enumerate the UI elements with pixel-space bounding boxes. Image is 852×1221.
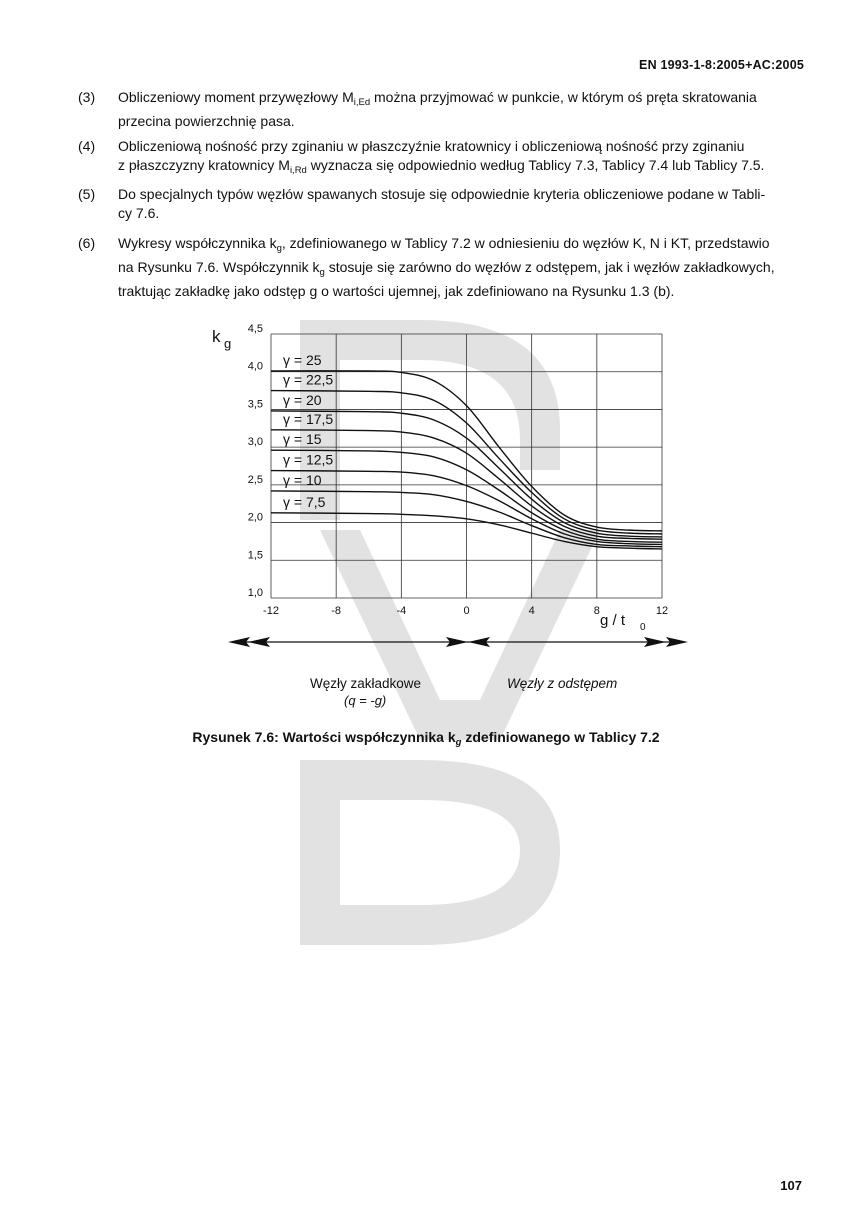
series-label: γ = 22,5 (283, 371, 334, 388)
x-tick-label: 12 (655, 605, 669, 617)
x-tick-label: 0 (463, 605, 470, 617)
series-label: γ = 25 (283, 351, 322, 368)
series-label: γ = 12,5 (283, 451, 334, 468)
figure-caption: Rysunek 7.6: Wartości współczynnika $k_g$ zdefiniowanego w Tablicy 7.2 (192, 729, 660, 748)
paragraph-text: Obliczeniowy moment przywęzłowy $M_{i,Ed}$ można przyjmować w punkcie, w którym oś pręta skratowania przecina powierzchnię pasa. (118, 89, 757, 129)
y-axis-label-subscript: g (224, 336, 232, 351)
lap-joints-label: Węzły zakładkowe (310, 676, 422, 691)
paragraph-number: (3) (78, 89, 96, 105)
page-number: 107 (780, 1178, 802, 1193)
y-tick-label: 3,5 (247, 398, 263, 411)
paragraph-number: (6) (78, 235, 96, 251)
y-tick-label: 1,0 (247, 587, 263, 599)
y-tick-label: 4,0 (247, 360, 263, 373)
x-axis-label-subscript: 0 (640, 622, 646, 633)
paragraph-number: (5) (78, 186, 96, 202)
series-label: γ = 20 (283, 391, 322, 408)
x-axis-label: g / t (600, 612, 626, 629)
x-tick-label: 4 (528, 605, 535, 617)
y-tick-label: 3,0 (247, 436, 263, 449)
x-tick-label: -8 (331, 605, 342, 617)
x-tick-label: 8 (593, 605, 600, 617)
y-tick-label: 2,5 (247, 473, 263, 486)
series-label: γ = 10 (283, 471, 322, 488)
y-tick-label: 2,0 (247, 511, 263, 524)
paragraph-number: (4) (78, 138, 96, 154)
series-label: γ = 15 (283, 431, 322, 448)
paragraph-text: Obliczeniową nośność przy zginaniu w płaszczyźnie kratownicy i obliczeniową nośność przy zginaniu z płaszczyzny kratownicy $M_{i,Rd}$ wyznacza się odpowiednio według Tablicy 7.3, Tablicy 7.4 lub Tablicy 7.5. (118, 138, 765, 176)
lap-joints-sublabel: (q = -g) (344, 693, 387, 708)
paragraph-text: Do specjalnych typów węzłów spawanych stosuje się odpowiednie kryteria obliczeniowe podane w Tabli- cy 7.6. (118, 186, 766, 221)
y-axis-label: k (212, 327, 221, 346)
series-label: γ = 17,5 (283, 410, 334, 427)
x-tick-label: -4 (396, 605, 407, 617)
y-tick-label: 1,5 (247, 549, 263, 562)
paragraph-text: Wykresy współczynnika $k_g$, zdefiniowanego w Tablicy 7.2 w odniesieniu do węzłów K, N i KT, przedstawio na Rysunku 7.6. Współczynnik $k_g$ stosuje się zarówno do węzłów z odstępem, jak i węzłów zakładkowych, traktując zakładkę jako odstęp g o wartości ujemnej, jak zdefiniowano na Rysunku 1.3 (b). (118, 235, 775, 299)
gap-joints-label: Węzły z odstępem (507, 676, 618, 691)
series-label: γ = 7,5 (283, 493, 326, 510)
x-tick-label: -12 (263, 605, 279, 617)
standard-reference: EN 1993-1-8:2005+AC:2005 (639, 58, 804, 72)
y-tick-label: 4,5 (247, 323, 263, 335)
